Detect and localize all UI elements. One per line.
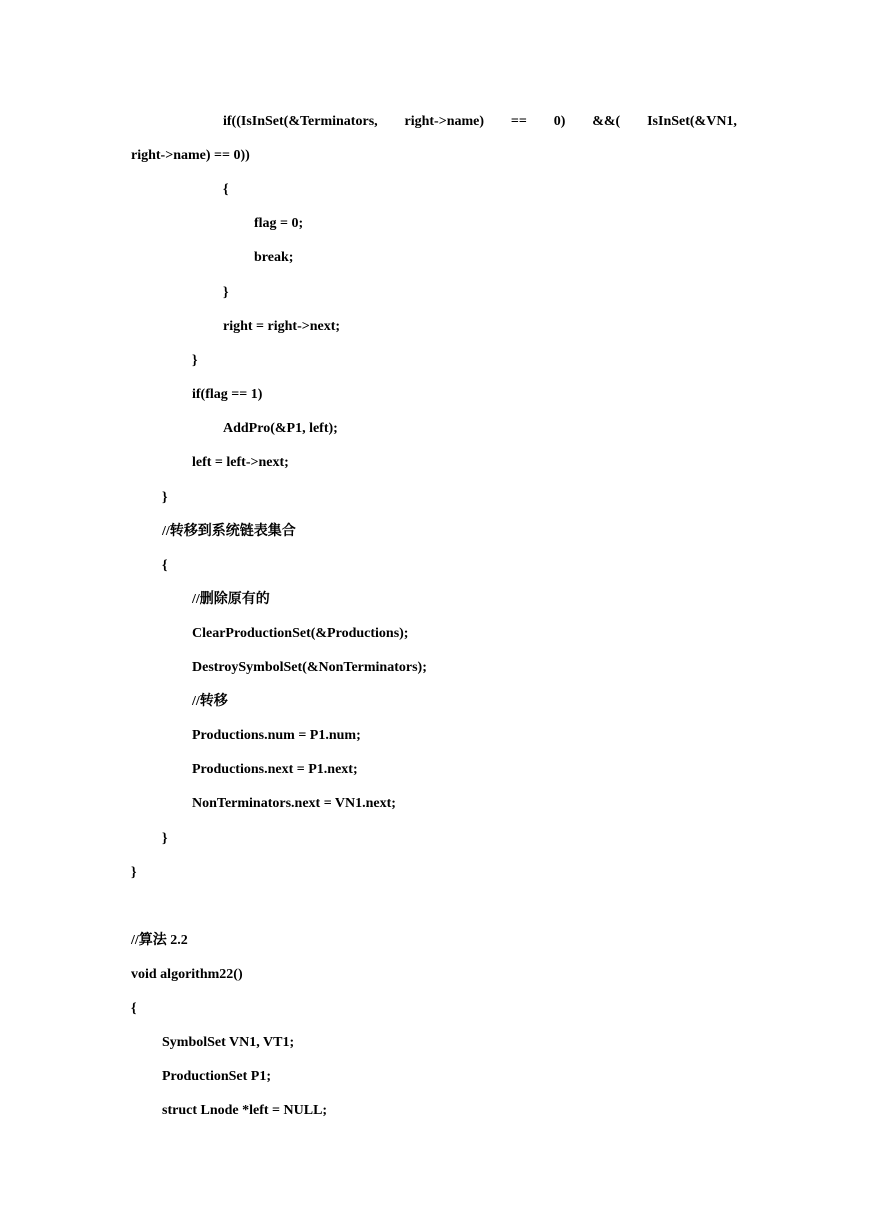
- code-comment: //转移: [192, 694, 228, 709]
- code-line: SymbolSet VN1, VT1;: [162, 1035, 295, 1050]
- code-line: if(flag == 1): [192, 387, 263, 402]
- code-line: break;: [254, 250, 294, 265]
- code-line: {: [162, 558, 168, 573]
- code-token: 0): [553, 114, 566, 129]
- code-line: Productions.num = P1.num;: [192, 728, 361, 743]
- code-line: }: [131, 865, 137, 880]
- code-line: flag = 0;: [254, 216, 304, 231]
- code-line: }: [192, 353, 198, 368]
- code-line-if-condition: [223, 112, 737, 132]
- code-line: ProductionSet P1;: [162, 1069, 272, 1084]
- code-line: DestroySymbolSet(&NonTerminators);: [192, 660, 427, 675]
- code-line: ClearProductionSet(&Productions);: [192, 626, 409, 641]
- code-comment: //转移到系统链表集合: [162, 524, 296, 539]
- code-token: if((IsInSet(&Terminators,: [223, 114, 378, 129]
- code-token: IsInSet(&VN1,: [647, 114, 737, 129]
- code-line: }: [223, 285, 229, 300]
- code-line: {: [131, 1001, 137, 1016]
- code-line: AddPro(&P1, left);: [223, 421, 338, 436]
- code-line: struct Lnode *left = NULL;: [162, 1103, 328, 1118]
- code-token: &&(: [592, 114, 621, 129]
- code-line: right = right->next;: [223, 319, 341, 334]
- code-token: ==: [510, 114, 527, 129]
- code-line: void algorithm22(): [131, 967, 243, 982]
- code-line: {: [223, 182, 229, 197]
- code-line: NonTerminators.next = VN1.next;: [192, 796, 396, 811]
- code-line: left = left->next;: [192, 455, 289, 470]
- code-line: }: [162, 831, 168, 846]
- code-comment: //算法 2.2: [131, 933, 188, 948]
- code-line: Productions.next = P1.next;: [192, 762, 358, 777]
- code-token: right->name): [404, 114, 485, 129]
- code-comment: //删除原有的: [192, 592, 270, 607]
- code-line: right->name) == 0)): [131, 148, 250, 163]
- code-line: }: [162, 490, 168, 505]
